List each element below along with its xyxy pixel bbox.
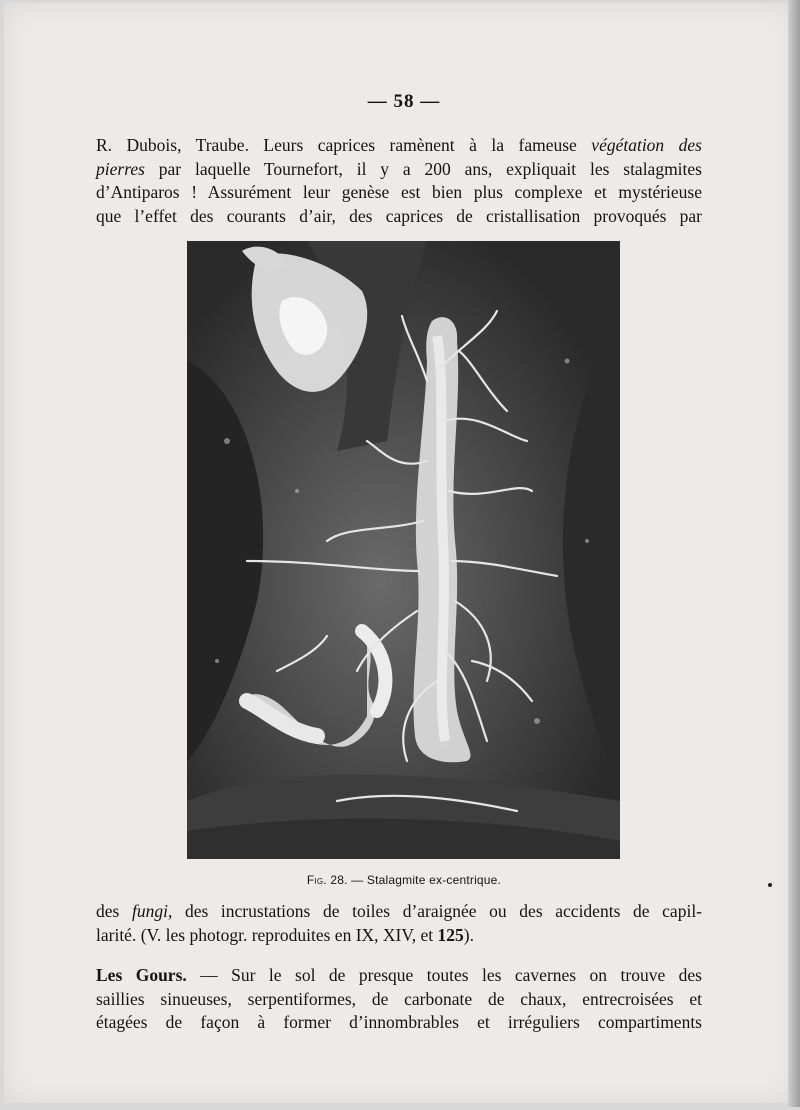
text-line-3: d’Antiparos ! Assurément leur genèse est bien plus complexe et mystérieuse [96,182,702,203]
figure-caption [4,873,800,887]
section-heading-gours: Les Gours. [96,965,187,985]
paragraph-gours [96,964,702,1035]
book-page [4,3,796,1103]
text-line-6: larité. (V. les photogr. reproduites en IX, XIV, et 125). [96,924,474,945]
paragraph-bottom [96,900,702,947]
caption-text: — Stalagmite ex-centrique. [347,873,502,887]
text-line-2: pierres par laquelle Tournefort, il y a 200 ans, expliquait les stalagmites [96,158,702,179]
ink-speck [768,883,772,887]
stalagmite-photograph [187,241,620,859]
text-line-4: que l’effet des courants d’air, des caprices de cristallisation provoqués par [96,205,702,226]
paragraph-top [96,134,702,228]
page-number: — 58 — [367,91,441,112]
text-line-8: saillies sinueuses, serpentiformes, de carbonate de chaux, entrecroisées et [96,988,702,1009]
text-line-1: R. Dubois, Traube. Leurs caprices ramènent à la fameuse végétation des [96,135,702,155]
text-line-7: Les Gours. — Sur le sol de presque toutes les cavernes on trouve des [96,965,702,985]
page-edge-shadow [788,0,800,1107]
caption-figure-number: Fig. 28. [306,873,348,887]
text-line-9: étagées de façon à former d’innombrables et irréguliers compartiments [96,1012,702,1033]
text-line-5: des fungi, des incrustations de toiles d’araignée ou des accidents de capil- [96,901,703,921]
